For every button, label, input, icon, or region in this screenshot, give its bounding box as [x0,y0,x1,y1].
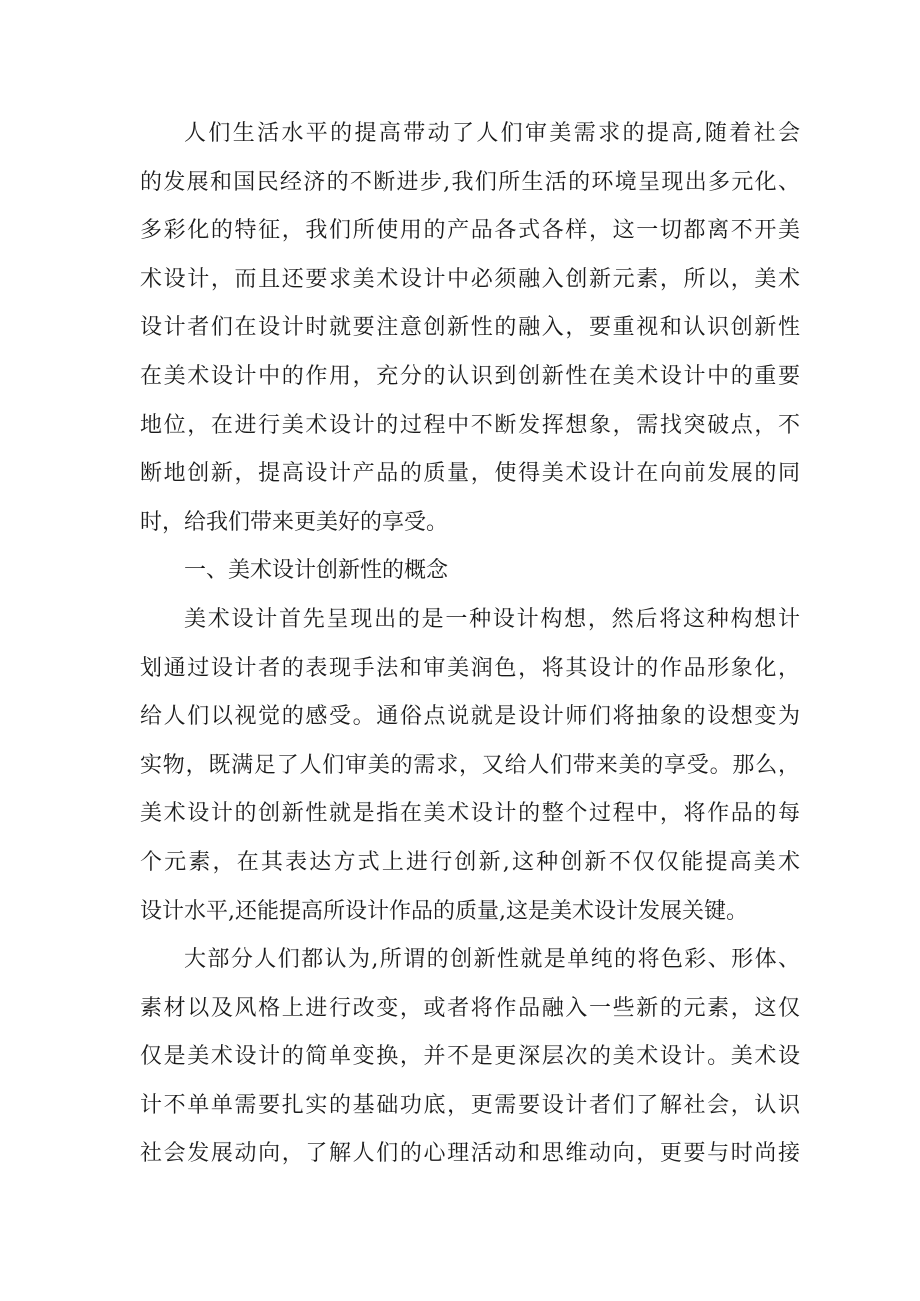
document-body [140,110,800,1179]
text-line: 实物，既满足了人们审美的需求，又给人们带来美的享受。那么， [140,752,800,778]
text-line: 素材以及风格上进行改变，或者将作品融入一些新的元素，这仅 [140,995,800,1021]
section-heading [140,547,800,596]
text-line: 时，给我们带来更美好的享受。 [140,509,449,535]
text-line: 美术设计首先呈现出的是一种设计构想，然后将这种构想计 [184,606,800,632]
text-line: 人们生活水平的提高带动了人们审美需求的提高,随着社会 [184,121,800,146]
text-line: 多彩化的特征，我们所使用的产品各式各样，这一切都离不开美 [140,218,800,244]
text-line: 地位，在进行美术设计的过程中不断发挥想象，需找突破点，不 [140,412,800,438]
text-line: 的发展和国民经济的不断进步,我们所生活的环境呈现出多元化、 [140,169,800,195]
text-line: 在美术设计中的作用，充分的认识到创新性在美术设计中的重要 [140,363,800,389]
text-line: 设计者们在设计时就要注意创新性的融入，要重视和认识创新性 [140,315,800,341]
text-line: 划通过设计者的表现手法和审美润色，将其设计的作品形象化， [140,655,800,681]
text-line: 给人们以视觉的感受。通俗点说就是设计师们将抽象的设想变为 [140,704,800,730]
text-line: 断地创新，提高设计产品的质量，使得美术设计在向前发展的同 [140,461,800,487]
text-line: 仅是美术设计的简单变换，并不是更深层次的美术设计。美术设 [140,1044,800,1070]
paragraph-intro [140,110,800,547]
text-line: 术设计，而且还要求美术设计中必须融入创新元素，所以，美术 [140,266,800,292]
text-line: 个元素，在其表达方式上进行创新,这种创新不仅仅能提高美术 [140,849,800,875]
text-line: 美术设计的创新性就是指在美术设计的整个过程中，将作品的每 [140,801,800,827]
text-line: 社会发展动向，了解人们的心理活动和思维动向，更要与时尚接 [140,1141,800,1167]
text-line: 计不单单需要扎实的基础功底，更需要设计者们了解社会，认识 [140,1092,800,1118]
text-line: 大部分人们都认为,所谓的创新性就是单纯的将色彩、形体、 [184,947,800,973]
paragraph-concept [140,596,800,936]
paragraph-opinion [140,936,800,1179]
heading-text: 一、美术设计创新性的概念 [184,558,449,584]
text-line: 设计水平,还能提高所设计作品的质量,这是美术设计发展关键。 [140,898,748,924]
